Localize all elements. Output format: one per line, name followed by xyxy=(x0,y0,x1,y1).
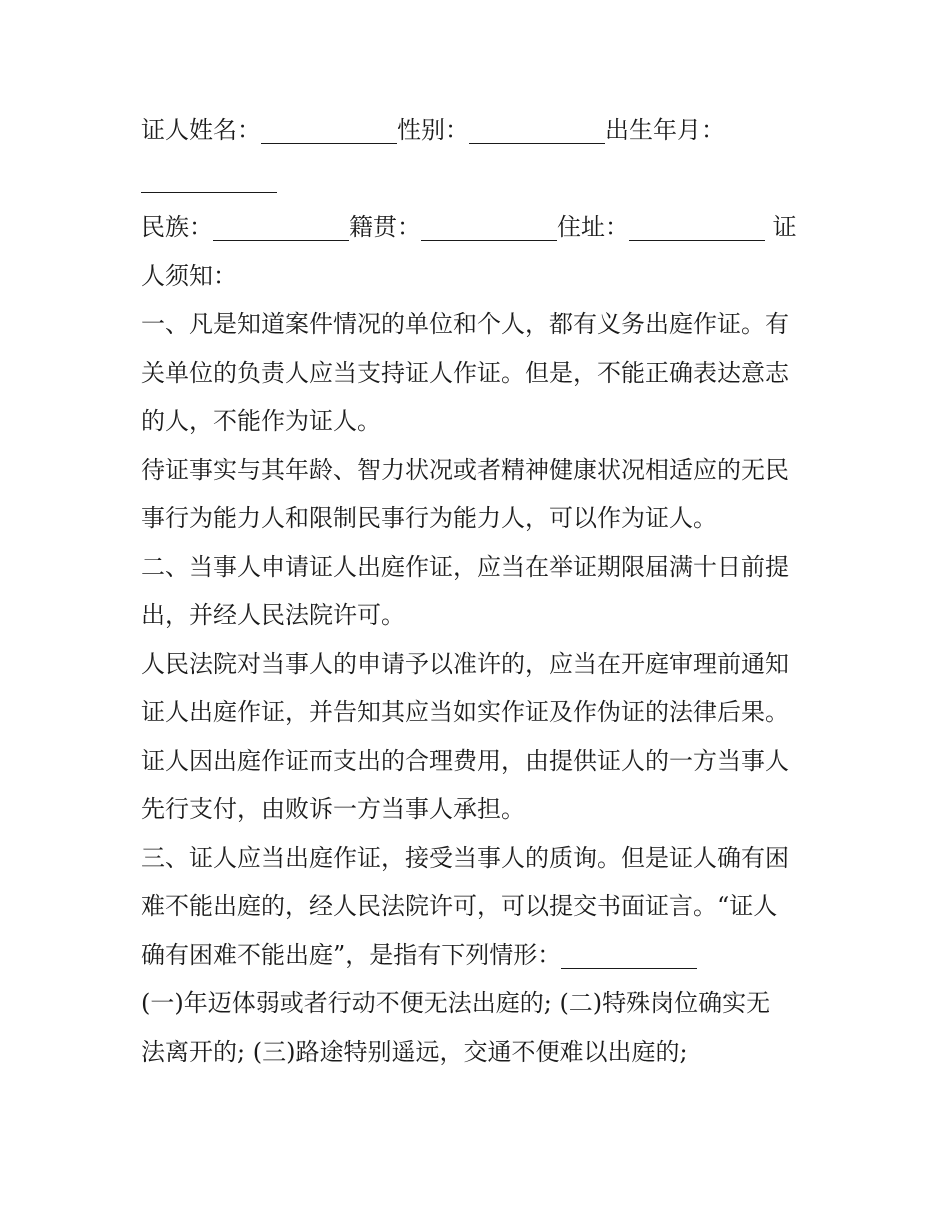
birth-date-label: 出生年月： xyxy=(605,116,725,144)
gender-blank[interactable] xyxy=(469,113,605,144)
birth-date-blank[interactable] xyxy=(141,162,277,193)
body-line: 二、当事人申请证人出庭作证，应当在举证期限届满十日前提 xyxy=(141,552,789,581)
native-place-label: 籍贯： xyxy=(349,213,421,241)
body-line: 先行支付，由败诉一方当事人承担。 xyxy=(141,795,525,823)
body-line: 证人出庭作证，并告知其应当如实作证及作伪证的法律后果。 xyxy=(141,698,789,726)
body-line: 难不能出庭的，经人民法院许可，可以提交书面证言。“证人 xyxy=(141,892,778,920)
ethnicity-blank[interactable] xyxy=(213,210,349,241)
body-line: (一)年迈体弱或者行动不便无法出庭的; (二)特殊岗位确实无 xyxy=(141,989,771,1017)
form-row-1 xyxy=(141,106,813,155)
address-label: 住址： xyxy=(557,213,629,241)
form-row-1-cont xyxy=(141,155,813,204)
ethnicity-label: 民族： xyxy=(141,213,213,241)
circumstances-blank[interactable] xyxy=(561,938,697,969)
body-line: 证人因出庭作证而支出的合理费用，由提供证人的一方当事人 xyxy=(141,746,789,775)
notice-title-start: 证 xyxy=(772,213,797,241)
body-line: 事行为能力人和限制民事行为能力人，可以作为证人。 xyxy=(141,504,717,532)
notice-title: 人须知： xyxy=(141,261,237,290)
gender-label: 性别： xyxy=(397,116,469,144)
circumstances-line xyxy=(141,931,813,980)
form-row-2 xyxy=(141,203,813,252)
document-page xyxy=(141,106,813,1076)
body-line: 的人，不能作为证人。 xyxy=(141,407,381,435)
body-line: 一、凡是知道案件情况的单位和个人，都有义务出庭作证。有 xyxy=(141,310,789,338)
body-line: 待证事实与其年龄、智力状况或者精神健康状况相适应的无民 xyxy=(141,455,789,484)
body-line: 人民法院对当事人的申请予以准许的，应当在开庭审理前通知 xyxy=(141,649,789,678)
witness-name-blank[interactable] xyxy=(261,113,397,144)
native-place-blank[interactable] xyxy=(421,210,557,241)
body-line: 出，并经人民法院许可。 xyxy=(141,601,405,629)
body-line: 关单位的负责人应当支持证人作证。但是，不能正确表达意志 xyxy=(141,358,789,387)
body-line: 法离开的; (三)路途特别遥远，交通不便难以出庭的; xyxy=(141,1037,688,1066)
address-blank[interactable] xyxy=(629,210,765,241)
body-line: 三、证人应当出庭作证，接受当事人的质询。但是证人确有困 xyxy=(141,843,789,872)
witness-name-label: 证人姓名： xyxy=(141,116,261,144)
circumstances-text: 确有困难不能出庭”，是指有下列情形： xyxy=(141,940,562,969)
